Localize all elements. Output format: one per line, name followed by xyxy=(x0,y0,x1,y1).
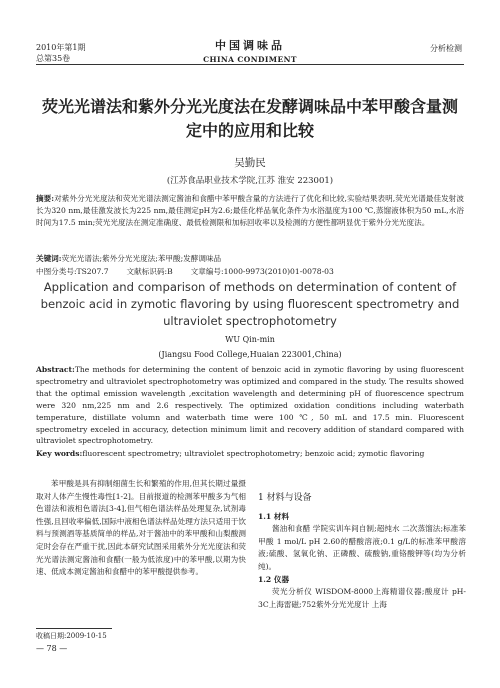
section-label: 分析检测 xyxy=(430,44,462,53)
received-date-footnote: 收稿日期:2009-10-15 xyxy=(36,632,107,640)
abstract-cn-text: 对紫外分光光度法和荧光光谱法测定酱油和食醋中苯甲酸含量的方法进行了优化和比较,实验结果表明,荧光光谱最佳发射波长为320 nm,最佳激发波长为225 nm,最佳测定pH为2.6;最佳化样品氧化条件为水浴温度为100 ℃,蒸馏液体积为50 mL,水浴时间为17.5 min;荧光光度法在测定准确度、最低检测限和加标回收率以及检测的方便性都明显优于紫外分光光度法。 xyxy=(36,194,464,228)
footnote-divider xyxy=(36,628,112,629)
author-en: WU Qin-min xyxy=(225,335,275,344)
keywords-cn-text: 荧光光谱法;紫外分光光度法;苯甲酸;发酵调味品 xyxy=(61,254,222,263)
header-divider xyxy=(36,64,464,65)
paper-title-cn: 荧光光谱法和紫外分光光度法在发酵调味品中苯甲酸含量测定中的应用和比较 xyxy=(41,97,458,140)
subsection-heading-instruments: 1.2 仪器 xyxy=(258,574,290,584)
clc-number: 中图分类号:TS207.7 xyxy=(36,267,109,276)
keywords-en-text: fluorescent spectrometry; ultraviolet spectrophotometry; benzoic acid; zymotic flavoring xyxy=(82,449,425,458)
body-column-right xyxy=(258,478,466,611)
instruments-paragraph: 荧光分析仪 WISDOM-8000上海精谱仪器;酸度计 pH-3C上海雷磁;752紫外分光光度计 上海 xyxy=(258,587,466,609)
affiliation-cn: (江苏食品职业技术学院,江苏 淮安 223001) xyxy=(166,176,334,186)
journal-masthead xyxy=(160,37,340,64)
abstract-en xyxy=(36,364,464,447)
journal-name-cn: 中国调味品 xyxy=(215,39,285,52)
issue-info xyxy=(36,42,85,64)
article-number: 文章编号:1000-9973(2010)01-0078-03 xyxy=(190,267,334,276)
author-cn: 吴勤民 xyxy=(234,157,266,169)
keywords-cn xyxy=(36,253,464,265)
journal-name-en: CHINA CONDIMENT xyxy=(203,55,297,64)
issue-number: 2010年第1期 xyxy=(36,43,86,52)
classification-row xyxy=(36,266,464,278)
keywords-en xyxy=(36,448,464,460)
abstract-en-text: The methods for determining the content of benzoic acid in zymotic flavoring by using fluorescent spectrometry and ultraviolet spectrophotometry was optimized and compared in the study. The results showed that the optimal emission wavelength ,excitation wavelength and determining pH of fluorescence spectrum were 320 nm,225 nm and 2.6 respectively. The optimized oxidation conditions including waterbath temperature, distillate volumn and waterbath time were 100 ℃, 50 mL and 17.5 min. Fluorescent spectrometry exceled in accuracy, detection minimum limit and recovery addition of standard compared with ultraviolet spectrophotometry. xyxy=(36,365,464,446)
affiliation-en: (Jiangsu Food College,Huaian 223001,China) xyxy=(158,350,342,359)
paper-title-en: Application and comparison of methods on determination of content of benzoic acid in zymotic flavoring by using fluorescent spectrometry and ultraviolet spectrophotometry xyxy=(40,280,460,328)
abstract-cn-label: 摘要: xyxy=(36,194,55,203)
page-number: — 78 — xyxy=(36,644,68,653)
document-code: 文献标识码:B xyxy=(126,267,173,276)
abstract-cn xyxy=(36,193,464,230)
body-column-left xyxy=(36,478,246,579)
abstract-en-label: Abstract: xyxy=(36,365,75,374)
subsection-heading-materials: 1.1 材料 xyxy=(258,511,290,521)
keywords-cn-label: 关键词: xyxy=(36,254,62,263)
volume-total: 总第35卷 xyxy=(36,54,71,63)
keywords-en-label: Key words: xyxy=(36,449,83,458)
materials-paragraph: 酱油和食醋 学院实训车间自制;超纯水 二次蒸馏法;标准苯甲酸 1 mol/L pH 2.60的醋酸溶液;0.1 g/L的标准苯甲酸溶液;硫酸、氢氧化钠、正磷酸、硫酸钠,重铬酸钾等(均为分析纯)。 xyxy=(258,524,466,571)
intro-paragraph: 苯甲酸是具有抑制细菌生长和繁殖的作用,但其长期过量摄取对人体产生慢性毒性[1-2]。目前报道的检测苯甲酸多为气相色谱法和液相色谱法[3-4],但气相色谱法样品处理复杂,试剂毒性强,且回收率偏低,国际中液相色谱法样品处理方法只适用于饮料与预测酒等基质简单的样品,对于酱油中的苯甲酸和山梨酸测定时会存在严重干扰,因此本研究试图采用紫外分光光度法和荧光光谱法测定酱油和食醋(一般为低浓度)中的苯甲酸,以期为快速、低成本测定酱油和食醋中的苯甲酸提供参考。 xyxy=(36,479,246,577)
section-heading-materials: 1 材料与设备 xyxy=(258,493,312,503)
